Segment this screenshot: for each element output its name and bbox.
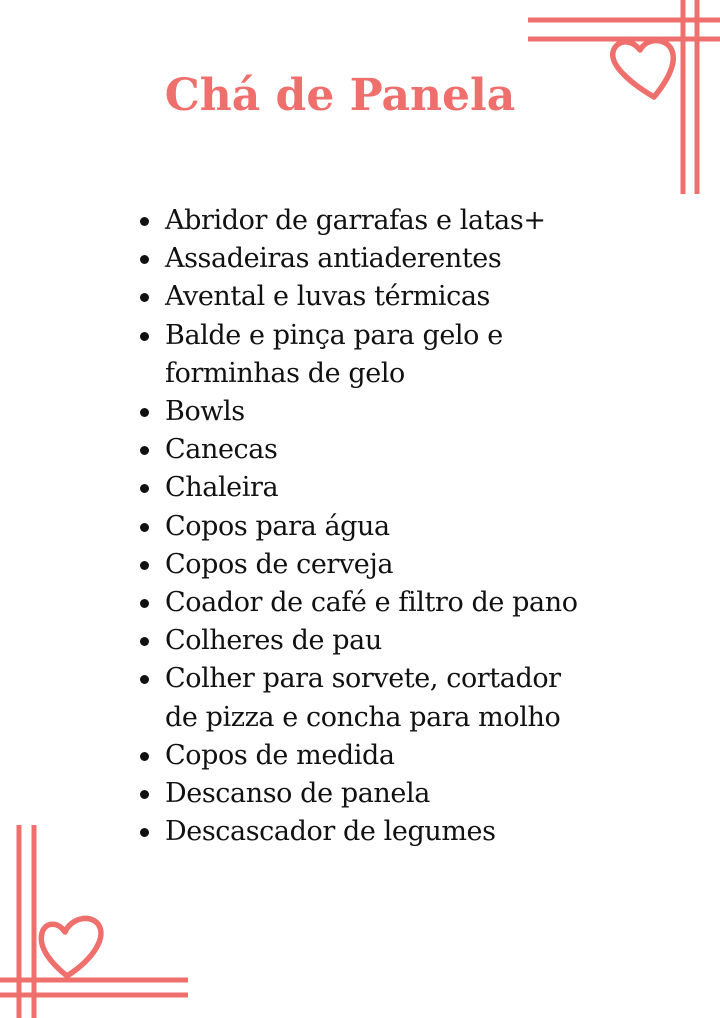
bullet-icon xyxy=(140,408,149,417)
bullet-icon xyxy=(140,332,149,341)
page-title: Chá de Panela xyxy=(164,70,516,121)
bullet-icon xyxy=(140,446,149,455)
bullet-icon xyxy=(140,599,149,608)
list-item-text: Descanso de panela xyxy=(165,778,430,810)
list-item-text: Chaleira xyxy=(165,472,279,504)
bullet-icon xyxy=(140,523,149,532)
list-item xyxy=(138,202,588,240)
list-item-text: Copos de medida xyxy=(165,739,395,771)
list-item-text: Balde e pinça para gelo e forminhas de gelo xyxy=(165,319,503,389)
list-item-text: Coador de café e filtro de pano xyxy=(165,587,578,619)
list-item-text: Colher para sorvete, cortador de pizza e concha para molho xyxy=(165,663,561,733)
list-item-text: Abridor de garrafas e latas+ xyxy=(165,205,546,236)
list-item xyxy=(138,278,588,316)
list-item-text: Bowls xyxy=(165,396,245,428)
list-item xyxy=(138,584,588,622)
list-item-text: Canecas xyxy=(165,434,278,466)
heart-icon xyxy=(41,918,101,976)
bullet-icon xyxy=(140,217,149,226)
list-item-text: Copos de cerveja xyxy=(165,548,394,580)
list-item-text: Assadeiras antiaderentes xyxy=(165,243,502,275)
list-item xyxy=(138,469,588,507)
list-item xyxy=(138,393,588,431)
bullet-icon xyxy=(140,293,149,302)
list-item xyxy=(138,737,588,775)
list-item xyxy=(138,546,588,584)
item-list xyxy=(138,202,588,851)
list-item-text: Copos para água xyxy=(165,510,390,542)
bullet-icon xyxy=(140,790,149,799)
list-item xyxy=(138,317,588,393)
bullet-icon xyxy=(140,484,149,493)
bullet-icon xyxy=(140,561,149,570)
list-item xyxy=(138,508,588,546)
list-item xyxy=(138,240,588,278)
list-item-text: Descascador de legumes xyxy=(165,816,496,848)
bullet-icon xyxy=(140,255,149,264)
list-item-text: Colheres de pau xyxy=(165,625,382,657)
list-item xyxy=(138,813,588,851)
bullet-icon xyxy=(140,828,149,837)
list-item-text: Avental e luvas térmicas xyxy=(165,281,491,313)
bullet-icon xyxy=(140,637,149,646)
list-item xyxy=(138,660,588,736)
list-item xyxy=(138,775,588,813)
bullet-icon xyxy=(140,675,149,684)
list-item xyxy=(138,622,588,660)
list-item xyxy=(138,431,588,469)
bullet-icon xyxy=(140,752,149,761)
